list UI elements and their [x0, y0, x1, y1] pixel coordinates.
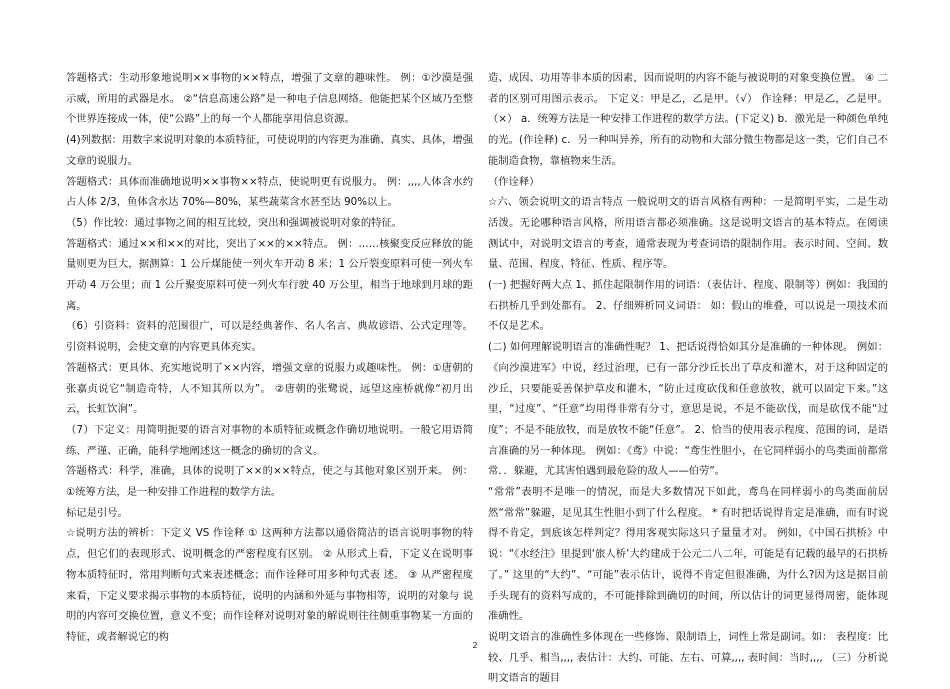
paragraph: 答题格式：生动形象地说明××事物的××特点，增强了文章的趣味性。 例：①沙漠是强示威，所用的武器是水。 ②“信息高速公路”是一种电子信息网络。他能把某个区域乃至整个世界连接成一体，使“公路”上的每一个人都能享用信息资源。 — [66, 72, 473, 126]
paragraph: （7）下定义：用简明扼要的语言对事物的本质特征或概念作确切地说明。一般它用语简练、严谨、正确，能科学地阐述这一概念的确切的含义。 — [66, 423, 473, 457]
paragraph: (4)列数据：用数字来说明对象的本质特征，可使说明的内容更为准确、真实、具体，增强文章的说服力。 — [66, 134, 473, 167]
paragraph: 答题格式：科学，准确，具体的说明了××的××特点，使之与其他对象区别开来。 例：①统筹方法，是一种安排工作进程的数学方法。 — [66, 465, 473, 499]
paragraph: ☆六、领会说明文的语言特点 一般说明文的语言风格有两种：一是简明平实，二是生动活泼。无论哪种语言风格，所用语言都必须准确。这是说明文语言的基本特点。在阅读测试中，对说明文语言的考查，通常表现为考查词语的限制作用。表示时间、空间、数量、范围、程度、特征、性质、程序等。 — [488, 196, 888, 271]
page-number: 2 — [472, 641, 478, 650]
paragraph: “常常”表明不是唯一的情况，而是大多数情况下如此，鸢鸟在同样弱小的鸟类面前居然“常常”躲避，足见其生性胆小到了什么程度。 * 有时把话说得肯定是准确，而有时说得不肯定，到底该怎样判定？得用客观实际这只子量量才对。 例如，《中国石拱桥》中说：“《水经注》里提到‘旅人桥’大约建成于公元二八二年，可能是有记载的最早的石拱桥了。” 这里的“大约”、“可能”表示估计，说得不肯定但很准确，为什么?因为这是据目前手头现有的资料写成的，不可能排除到确切的时间，所以估计的词更显得周密，能体现准确性。 — [488, 486, 888, 623]
paragraph: ☆说明方法的辨析：下定义 VS 作诠释 ① 这两种方法都以通俗简洁的语言说明事物的特点，但它们的表现形式、说明概念的严密程度有区别。 ② 从形式上看，下定义在说明事物本质特征时，常用判断句式来表述概念；而作诠释可用多种句式表 述。 ③ 从严密程度来看，下定义要求揭示事物的本质特征，说明的内涵和外延与事物相等，说明的对象与 说明的内容可交换位置，意义不变；而作诠释对说明对象的解说则往往侧重事物某一方面的特征，或者解说它的构 — [66, 527, 473, 643]
paragraph: （5）作比较：通过事物之间的相互比较，突出和强调被说明对象的特征。 — [66, 216, 403, 229]
paragraph: (二) 如何理解说明语言的准确性呢？ 1、把话说得恰如其分是准确的一种体现。 例如：《向沙漠进军》中说，经过治理，已有一部分沙丘长出了草皮和灌木，对于这种固定的沙丘，只要能妥善保护草皮和灌木，“防止过度砍伐和任意放牧，就可以固定下来。”这里，“过度”、“任意”均用得非常有分寸，意思是说，不是不能砍伐，而是砍伐不能“过度”；不是不能放牧，而是放牧不能“任意”。 2、恰当的使用表示程度、范围的词，是语言准确的另一种体现。 例如：《鸢》中说：“鸢生性胆小，在它同样弱小的鸟类面前都常常．．躲避，尤其害怕遇到最危险的敌人——伯劳”。 — [488, 341, 888, 478]
left-column — [66, 68, 473, 648]
paragraph: 说明文语言的准确性多体现在一些修饰、限制语上，词性上常是副词。如： 表程度：比较、几乎、相当,,,, 表估计：大约、可能、左右、可算,,,, 表时间：当时,,,, （三）分析说明文语言的题目 — [488, 630, 888, 685]
paragraph: (一) 把握好两大点 1、抓住起限制作用的词语：（表估计、程度、限制等）例如：我国的石拱桥几乎到处都有。 2、仔细辨析同义词语： 如：假山的堆叠，可以说是一项技术而不仅是艺术。 — [488, 279, 888, 333]
paragraph: 答题格式：通过××和××的对比，突出了××的××特点。 例：……核聚变反应释放的能量则更为巨大，据测算：1 公斤煤能使一列火车开动 8 米；1 公斤裂变原料可使一列火车开动 4 万公里；而 1 公斤聚变原料可使一列火车行驶 40 万公里，相当于地球到月球的距离。 — [66, 237, 473, 312]
paragraph: （6）引资料：资料的范围很广，可以是经典著作、名人名言、典故谚语、公式定理等。引资料说明，会使文章的内容更具体充实。 — [66, 320, 473, 354]
paragraph: 答题格式：更具体、充实地说明了××内容，增强文章的说服力或趣味性。 例：①唐朝的张嘉贞说它“制造奇特，人不知其所以为”。 ②唐朝的张鹭说，远望这座桥就像“初月出云，长虹饮涧”。 — [66, 361, 473, 416]
right-column — [488, 68, 888, 689]
paragraph: 造、成因、功用等非本质的因素，因而说明的内容不能与被说明的对象变换位置。 ④ 二者的区别可用图示表示。 下定义：甲是乙，乙是甲。（√） 作诠释：甲是乙，乙是甲。（×） a．统筹方法是一种安排工作进程的数学方法。(下定义) b．激光是一种颜色单纯的光。(作诠释) c．另一种叫异养，所有的动物和大部分微生物都是这一类，它们自己不能制造食物，靠植物来生活。 — [488, 72, 888, 167]
paragraph: （作诠释） — [488, 175, 540, 188]
paragraph: 标记是引号。 — [66, 506, 128, 519]
paragraph: 答题格式：具体而准确地说明××事物××特点，使说明更有说服力。 例：,,,,人体含水约占人体 2/3，鱼体含水达 70%—80%，某些蔬菜含水甚至达 90%以上。 — [66, 175, 473, 209]
